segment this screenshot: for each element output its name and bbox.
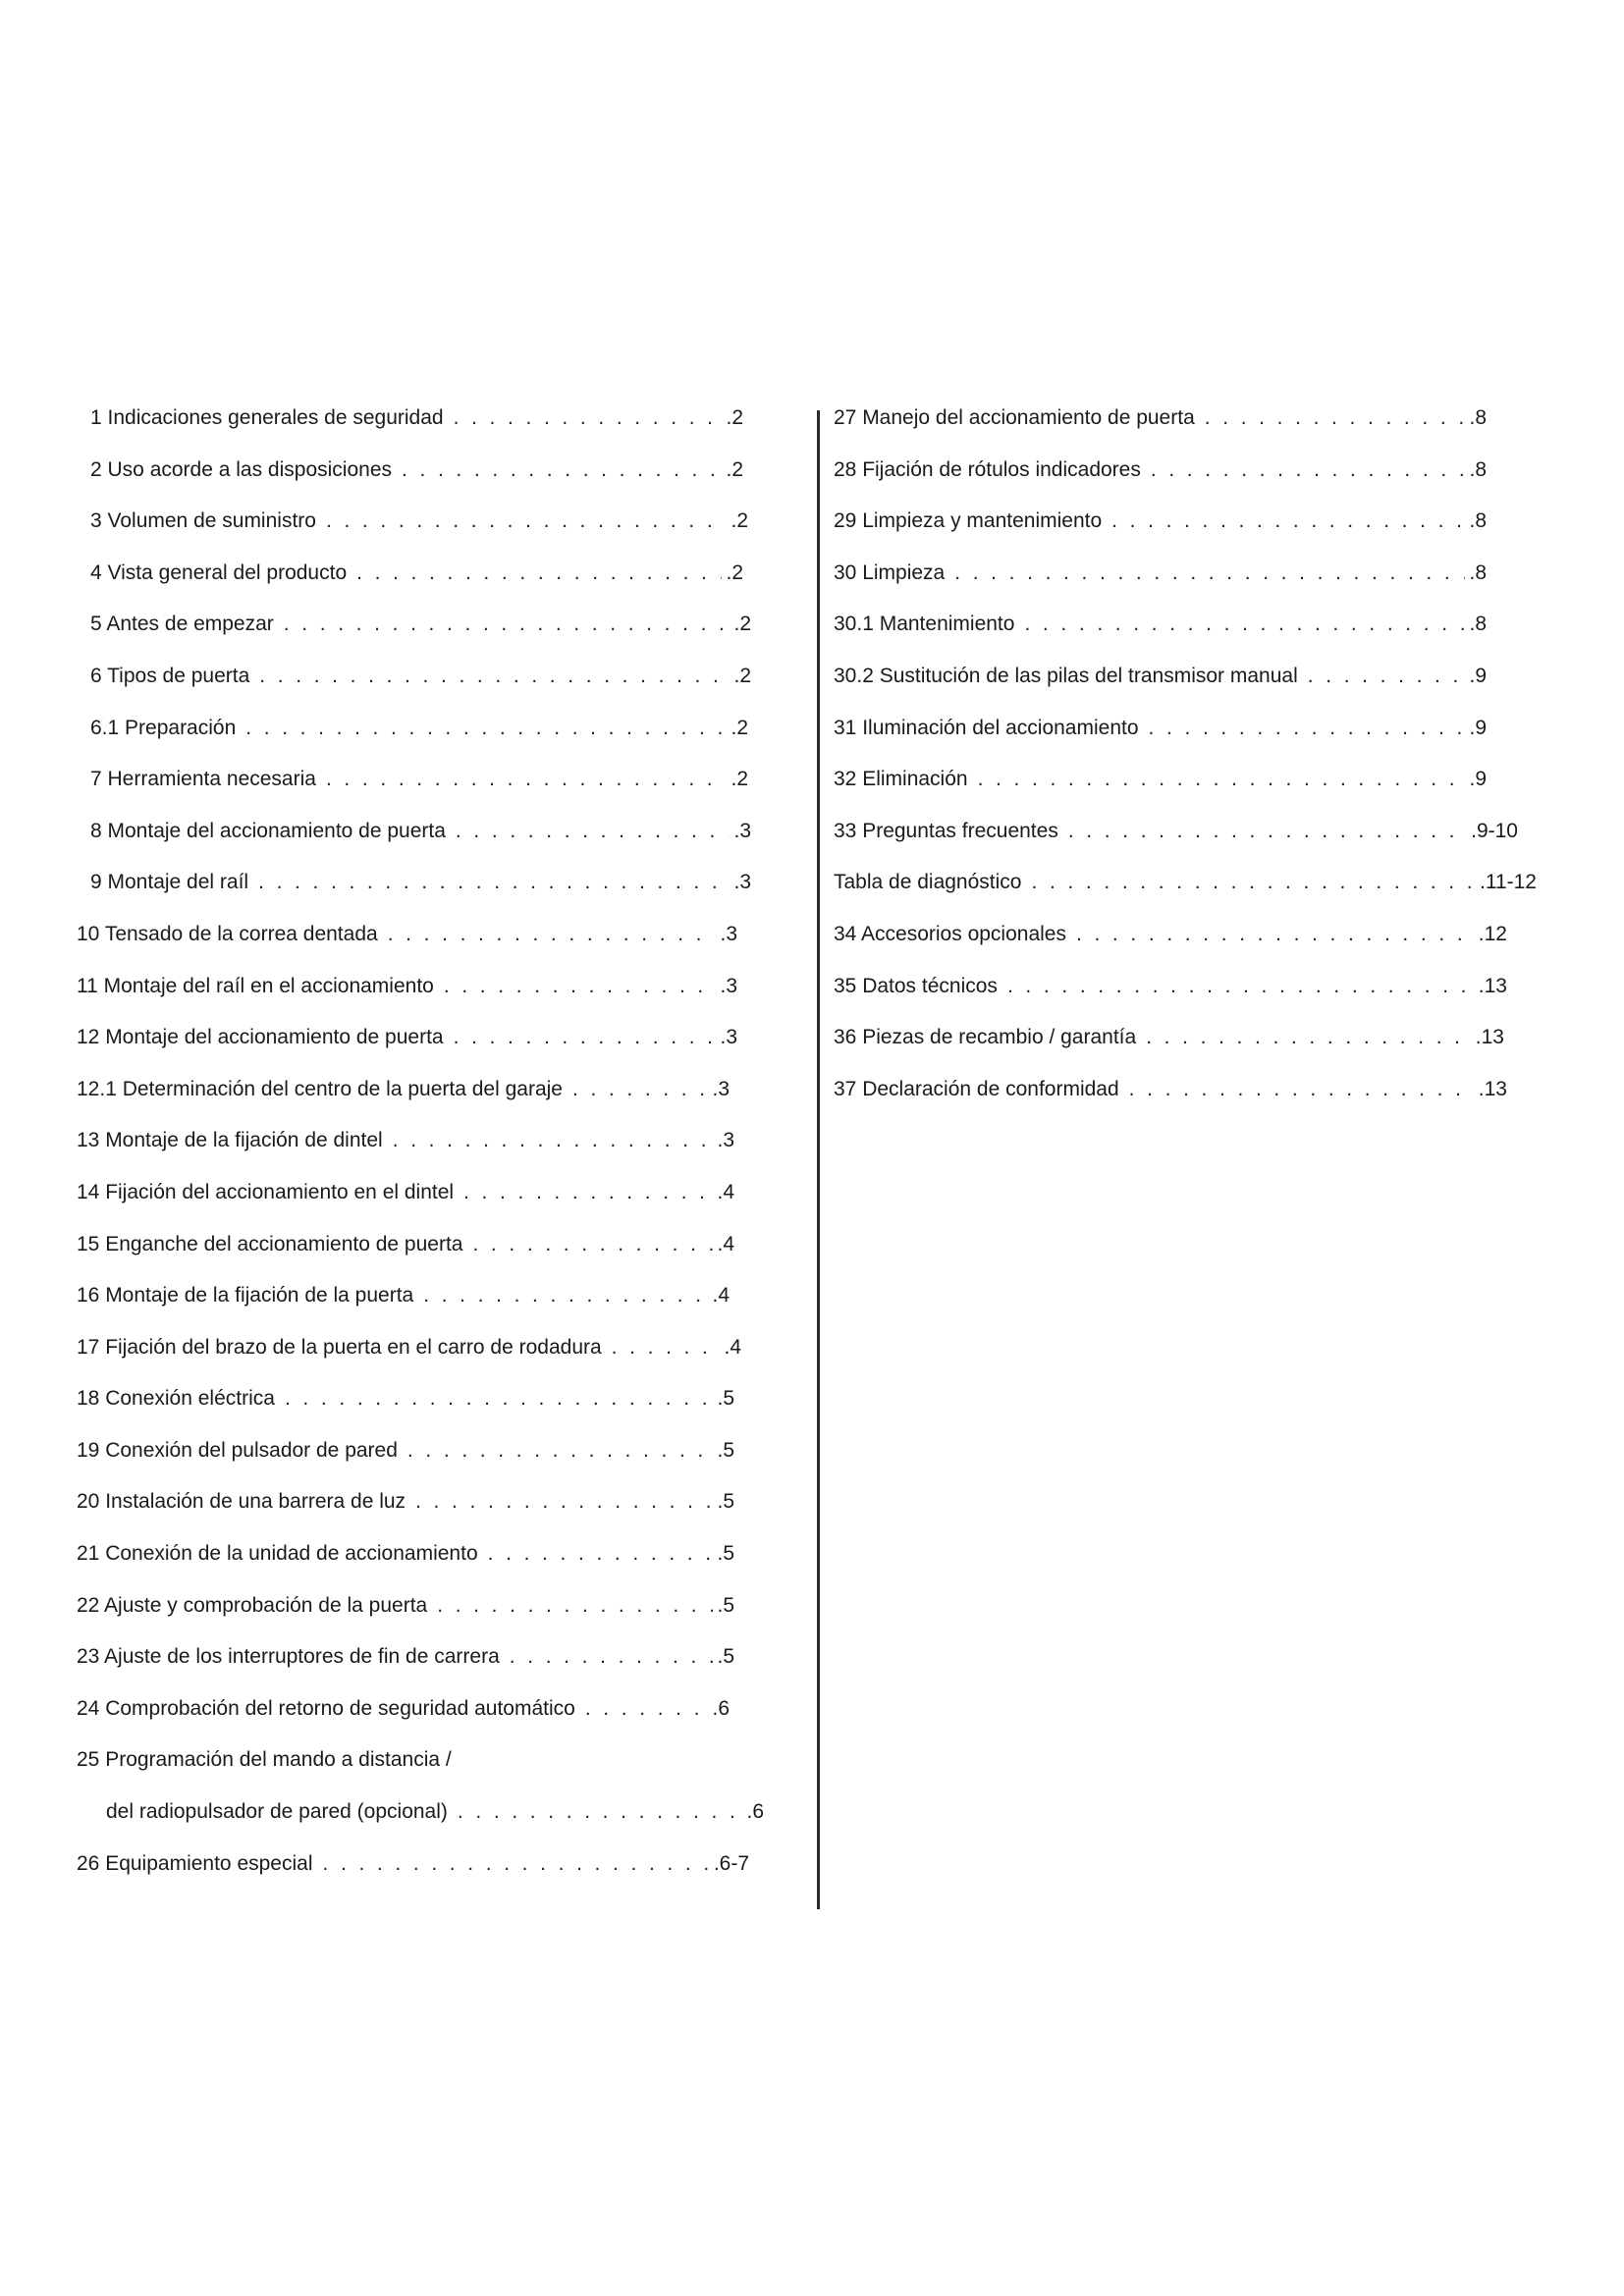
- toc-entry[interactable]: [77, 1538, 734, 1590]
- toc-entry-label: 5 Antes de empezar: [90, 613, 274, 636]
- toc-entry-page: .3: [720, 974, 737, 997]
- toc-leader-dots: [1129, 1074, 1475, 1105]
- toc-entry-page: .5: [717, 1645, 734, 1669]
- toc-entry-label: 2 Uso acorde a las disposiciones: [90, 457, 393, 481]
- toc-entry-label: 1 Indicaciones generales de seguridad: [90, 406, 444, 429]
- toc-entry-page: .13: [1475, 1026, 1504, 1049]
- toc-entry-page: .2: [726, 457, 743, 481]
- toc-entry-page: .13: [1478, 1077, 1507, 1100]
- toc-leader-dots: [1068, 816, 1467, 847]
- toc-entry-label: 35 Datos técnicos: [834, 974, 998, 997]
- toc-entry-label: 12.1 Determinación del centro de la puerta del garaje: [77, 1077, 563, 1100]
- toc-entry-page: .5: [717, 1490, 734, 1514]
- toc-entry-label: 30.2 Sustitución de las pilas del transmisor manual: [834, 664, 1298, 687]
- toc-leader-dots: [388, 919, 717, 950]
- toc-entry[interactable]: [77, 1022, 737, 1074]
- toc-entry[interactable]: [834, 402, 1487, 454]
- toc-leader-dots: [258, 867, 730, 898]
- toc-entry[interactable]: [834, 1022, 1504, 1074]
- toc-entry-page: .3: [720, 922, 737, 945]
- toc-column-right: [834, 402, 1541, 1125]
- toc-leader-dots: [1151, 454, 1466, 486]
- toc-entry-label: 31 Iluminación del accionamiento: [834, 716, 1139, 739]
- toc-entry[interactable]: [77, 919, 737, 971]
- toc-entry-page: .2: [731, 509, 748, 533]
- toc-entry-label: Tabla de diagnóstico: [834, 871, 1022, 894]
- toc-entry-page: .3: [733, 819, 751, 842]
- toc-leader-dots: [284, 609, 731, 640]
- toc-entry[interactable]: [77, 1486, 734, 1538]
- toc-leader-dots: [1146, 1022, 1472, 1053]
- toc-leader-dots: [472, 1229, 713, 1260]
- column-divider: [817, 410, 820, 1909]
- toc-entry-page: .4: [717, 1180, 734, 1203]
- toc-entry-page: .2: [726, 406, 743, 429]
- toc-leader-dots: [978, 764, 1466, 795]
- toc-entry[interactable]: [77, 1641, 734, 1693]
- toc-entry[interactable]: [834, 713, 1487, 765]
- toc-entry-page: .2: [731, 716, 748, 739]
- toc-entry[interactable]: [77, 1796, 764, 1848]
- toc-entry-page: .3: [733, 871, 751, 894]
- toc-leader-dots: [415, 1486, 713, 1518]
- toc-leader-dots: [1031, 867, 1476, 898]
- toc-column-left: [77, 402, 764, 1899]
- toc-entry-label: 27 Manejo del accionamiento de puerta: [834, 406, 1195, 429]
- toc-leader-dots: [1007, 971, 1475, 1002]
- toc-leader-dots: [437, 1590, 713, 1622]
- toc-leader-dots: [458, 1796, 743, 1828]
- toc-entry[interactable]: [77, 609, 751, 661]
- toc-entry[interactable]: [834, 661, 1487, 713]
- toc-entry-label: 36 Piezas de recambio / garantía: [834, 1026, 1137, 1049]
- toc-entry-page: .6-7: [713, 1851, 749, 1875]
- toc-entry-label: 4 Vista general del producto: [90, 561, 348, 584]
- toc-entry-page: .8: [1469, 406, 1487, 429]
- toc-entry-label: 7 Herramienta necesaria: [90, 768, 316, 791]
- toc-leader-dots: [1205, 402, 1466, 434]
- toc-entry-label: 14 Fijación del accionamiento en el dintel: [77, 1180, 455, 1203]
- toc-entry-label: 9 Montaje del raíl: [90, 871, 249, 894]
- toc-leader-dots: [323, 1848, 710, 1880]
- toc-entry-label: 37 Declaración de conformidad: [834, 1077, 1119, 1100]
- toc-entry-label: 22 Ajuste y comprobación de la puerta: [77, 1593, 428, 1617]
- toc-entry-label: 30.1 Mantenimiento: [834, 613, 1015, 636]
- toc-entry-label: 24 Comprobación del retorno de seguridad automático: [77, 1696, 575, 1720]
- toc-entry[interactable]: [77, 1125, 734, 1177]
- toc-entry[interactable]: [77, 867, 751, 919]
- toc-leader-dots: [356, 558, 722, 589]
- toc-entry-page: .8: [1469, 613, 1487, 636]
- toc-entry-page: .2: [731, 768, 748, 791]
- toc-leader-dots: [402, 454, 722, 486]
- toc-entry[interactable]: [77, 506, 748, 558]
- toc-entry-label: 10 Tensado de la correa dentada: [77, 922, 378, 945]
- toc-entry-label: 6 Tipos de puerta: [90, 664, 250, 687]
- toc-entry[interactable]: [77, 1074, 730, 1126]
- toc-leader-dots: [285, 1383, 714, 1415]
- toc-entry-page: .6: [712, 1696, 730, 1720]
- toc-leader-dots: [612, 1332, 721, 1363]
- toc-leader-dots: [423, 1280, 708, 1311]
- toc-entry[interactable]: [834, 971, 1507, 1023]
- toc-entry[interactable]: [77, 713, 748, 765]
- toc-leader-dots: [454, 402, 723, 434]
- toc-entry[interactable]: [77, 816, 751, 868]
- toc-leader-dots: [1076, 919, 1475, 950]
- toc-entry[interactable]: [77, 1383, 734, 1435]
- toc-entry[interactable]: [77, 1177, 734, 1229]
- toc-leader-dots: [510, 1641, 714, 1673]
- toc-entry[interactable]: [834, 609, 1487, 661]
- toc-leader-dots: [393, 1125, 714, 1156]
- toc-entry[interactable]: [834, 867, 1537, 919]
- toc-entry-page: .12: [1478, 922, 1507, 945]
- toc-entry-label: 12 Montaje del accionamiento de puerta: [77, 1026, 444, 1049]
- toc-entry-page: .5: [717, 1438, 734, 1462]
- toc-entry-page: .5: [717, 1387, 734, 1411]
- toc-entry-label: 33 Preguntas frecuentes: [834, 819, 1058, 842]
- toc-leader-dots: [259, 661, 730, 692]
- toc-leader-dots: [1308, 661, 1466, 692]
- toc-entry-page: .9: [1469, 664, 1487, 687]
- toc-entry-page: .5: [717, 1542, 734, 1566]
- toc-entry-label: 34 Accesorios opcionales: [834, 922, 1066, 945]
- toc-entry[interactable]: [77, 1590, 734, 1642]
- toc-entry-label: 11 Montaje del raíl en el accionamiento: [77, 974, 434, 997]
- toc-entry-page: .9: [1469, 768, 1487, 791]
- toc-entry[interactable]: [77, 1229, 734, 1281]
- toc-leader-dots: [585, 1693, 709, 1725]
- toc-entry-label: 8 Montaje del accionamiento de puerta: [90, 819, 446, 842]
- toc-leader-dots: [454, 1022, 717, 1053]
- toc-entry-label: 23 Ajuste de los interruptores de fin de carrera: [77, 1645, 500, 1669]
- toc-entry-page: .4: [717, 1232, 734, 1255]
- toc-entry-page: .3: [717, 1129, 734, 1152]
- toc-entry[interactable]: [77, 1848, 749, 1900]
- toc-entry-label: 16 Montaje de la fijación de la puerta: [77, 1284, 414, 1308]
- toc-entry[interactable]: [77, 661, 751, 713]
- toc-entry-page: .8: [1469, 509, 1487, 533]
- toc-entry-page: .8: [1469, 561, 1487, 584]
- toc-leader-dots: [326, 506, 728, 537]
- toc-entry[interactable]: [834, 816, 1518, 868]
- toc-entry-page: .5: [717, 1593, 734, 1617]
- toc-entry-label: 21 Conexión de la unidad de accionamiento: [77, 1542, 478, 1566]
- toc-leader-dots: [1024, 609, 1465, 640]
- toc-entry[interactable]: [834, 1074, 1507, 1126]
- toc-entry-page: .9: [1469, 716, 1487, 739]
- toc-entry[interactable]: [834, 919, 1507, 971]
- toc-entry[interactable]: [77, 1332, 741, 1384]
- toc-leader-dots: [1111, 506, 1465, 537]
- toc-entry-page: .3: [720, 1026, 737, 1049]
- toc-entry-page: .4: [712, 1284, 730, 1308]
- toc-leader-dots: [954, 558, 1465, 589]
- toc-leader-dots: [245, 713, 727, 744]
- toc-entry[interactable]: [834, 506, 1487, 558]
- toc-entry[interactable]: [77, 1435, 734, 1487]
- toc-entry[interactable]: [77, 764, 748, 816]
- toc-entry-label: 30 Limpieza: [834, 561, 946, 584]
- toc-entry-page: .13: [1478, 974, 1507, 997]
- toc-entry-page: .8: [1469, 457, 1487, 481]
- toc-entry-label: 32 Eliminación: [834, 768, 968, 791]
- toc-entry-label: 19 Conexión del pulsador de pared: [77, 1438, 398, 1462]
- toc-entry-label: 26 Equipamiento especial: [77, 1851, 313, 1875]
- toc-entry-label: 17 Fijación del brazo de la puerta en el carro de rodadura: [77, 1335, 602, 1359]
- toc-entry-label: del radiopulsador de pared (opcional): [106, 1800, 448, 1824]
- toc-entry[interactable]: [77, 1280, 730, 1332]
- toc-entry-label: 6.1 Preparación: [90, 716, 237, 739]
- toc-entry-label: 29 Limpieza y mantenimiento: [834, 509, 1103, 533]
- toc-leader-dots: [456, 816, 731, 847]
- toc-leader-dots: [407, 1435, 714, 1467]
- toc-entry-page: .2: [733, 613, 751, 636]
- toc-entry-page: .2: [733, 664, 751, 687]
- toc-entry[interactable]: [834, 764, 1487, 816]
- toc-leader-dots: [488, 1538, 714, 1570]
- toc-entry[interactable]: [77, 1744, 734, 1796]
- toc-leader-dots: [463, 1177, 713, 1208]
- toc-entry[interactable]: [77, 971, 737, 1023]
- toc-entry-page: .11-12: [1480, 871, 1537, 894]
- toc-entry[interactable]: [77, 454, 743, 507]
- toc-entry-label: 13 Montaje de la fijación de dintel: [77, 1129, 383, 1152]
- toc-leader-dots: [444, 971, 717, 1002]
- toc-leader-dots: [1149, 713, 1466, 744]
- toc-entry-page: .3: [712, 1077, 730, 1100]
- toc-entry-label: 28 Fijación de rótulos indicadores: [834, 457, 1141, 481]
- toc-entry-page: .6: [746, 1800, 764, 1824]
- toc-entry-page: .4: [724, 1335, 741, 1359]
- toc-entry-label: 18 Conexión eléctrica: [77, 1387, 275, 1411]
- toc-entry[interactable]: [77, 1693, 730, 1745]
- toc-entry[interactable]: [77, 558, 743, 610]
- toc-entry-page: .9-10: [1471, 819, 1518, 842]
- toc-entry[interactable]: [834, 558, 1487, 610]
- toc-entry-label: 25 Programación del mando a distancia /: [77, 1748, 452, 1772]
- toc-entry[interactable]: [834, 454, 1487, 507]
- toc-entry-label: 20 Instalación de una barrera de luz: [77, 1490, 406, 1514]
- toc-entry-label: 3 Volumen de suministro: [90, 509, 316, 533]
- toc-entry[interactable]: [77, 402, 743, 454]
- toc-leader-dots: [572, 1074, 709, 1105]
- toc-leader-dots: [326, 764, 728, 795]
- toc-entry-page: .2: [726, 561, 743, 584]
- toc-entry-label: 15 Enganche del accionamiento de puerta: [77, 1232, 463, 1255]
